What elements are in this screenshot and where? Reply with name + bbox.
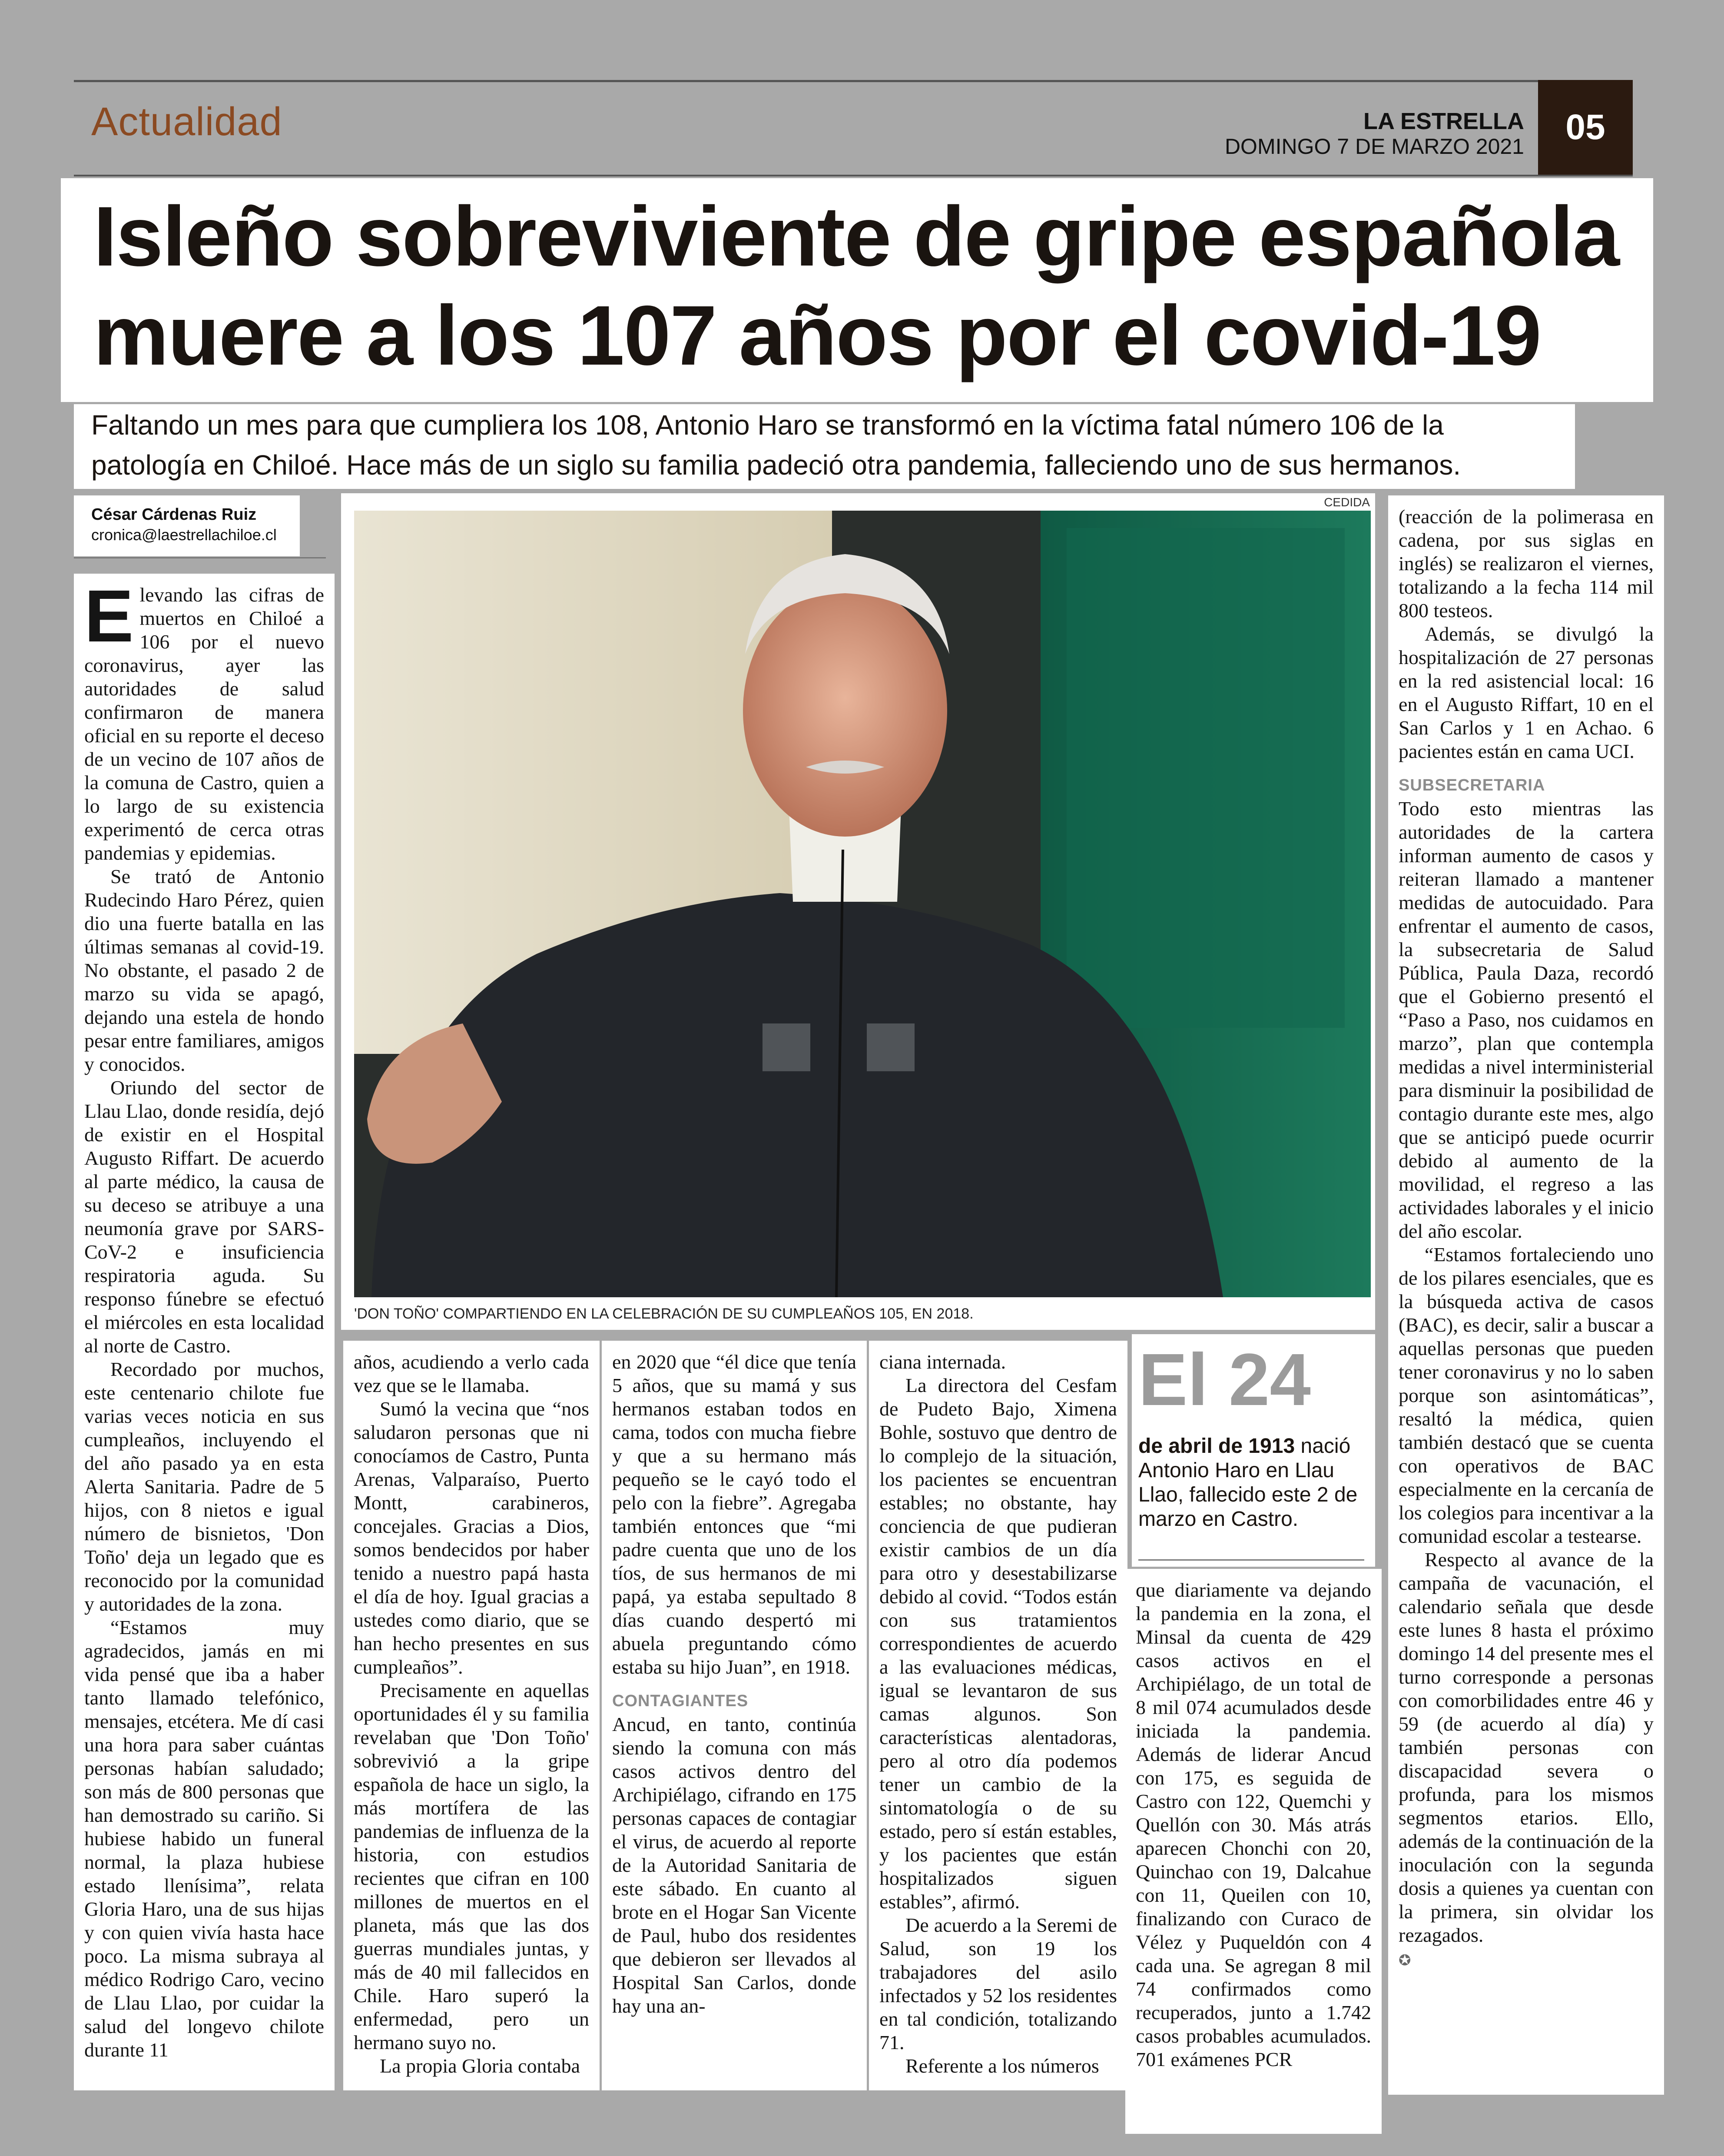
subheading-subsecretaria: SUBSECRETARIA: [1399, 776, 1545, 794]
paragraph: (reacción de la polimerasa en cadena, por sus siglas en inglés) se realizaron el viernes, totalizando a la fecha 114 mil 800 testeos.: [1399, 505, 1654, 621]
callout-rule: [1138, 1559, 1364, 1561]
paragraph: Sumó la vecina que “nos saludaron personas que ni conocíamos de Castro, Punta Arenas, Valparaíso, Puerto Montt, carabineros, concejales. Gracias a Dios, somos bendecidos por haber tenido a nuestro papá hasta el día de hoy. Igual gracias a ustedes como diario, que se han hecho presentes en sus cumpleaños”.: [354, 1398, 589, 1678]
column-4: [869, 1341, 1127, 2090]
paragraph: “Estamos muy agradecidos, jamás en mi vida pensé que iba a haber tanto llamado telefónico, mensajes, etcétera. Me dí casi una hora para saber cuántas personas habían saludado; son más de 800 personas que han demostrado su cariño. Si hubiese habido un funeral normal, la plaza hubiese estado llenísima”, relata Gloria Haro, una de sus hijas y con quien vivía hasta hace poco. La misma subraya al médico Rodrigo Caro, vecino de Llau Llao, por cuidar la salud del longevo chilote durante 11: [84, 1616, 324, 2061]
section-label: Actualidad: [91, 100, 282, 144]
subheading-contagiantes: CONTAGIANTES: [612, 1692, 749, 1710]
author-name: César Cárdenas Ruiz: [91, 505, 257, 524]
paragraph: en 2020 que “él dice que tenía 5 años, que su mamá y sus hermanos estaban todos en cama, todos con mucha fiebre y que a su hermano más pequeño se le cayó todo el pelo con la fiebre”. Agregaba también entonces que “mi padre cuenta que uno de los tíos, de sus hermanos de mi papá, ya estaba sepultado 8 días cuando despertó mi abuela preguntando cómo estaba su hijo Juan”, en 1918.: [612, 1351, 856, 1678]
byline-rule: [74, 557, 326, 558]
paragraph: Elevando las cifras de muertos en Chiloé a 106 por el nuevo coronavirus, ayer las autoridades de salud confirmaron de manera oficial en su reporte el deceso de un vecino de 107 años de la comuna de Castro, quien a lo largo de su existencia experimentó de cerca otras pandemias y epidemias.: [84, 575, 324, 864]
paragraph: Ancud, en tanto, continúa siendo la comuna con más casos activos dentro del Archipiélago, cifrando en 175 personas capaces de contagiar el virus, de acuerdo al reporte de la Autoridad Sanitaria de este sábado. En cuanto al brote en el Hogar San Vicente de Paul, hubo dos residentes que debieron ser llevados al Hospital San Carlos, donde hay una an-: [612, 1713, 856, 2017]
publication-name: LA ESTRELLA: [1363, 108, 1524, 134]
paragraph: que diariamente va dejando la pandemia en la zona, el Minsal da cuenta de 429 casos activos en el Archipiélago, de un total de 8 mil 074 acumulados desde iniciada la pandemia. Además de liderar Ancud con 175, es seguida de Castro con 122, Quemchi y Quellón con 30. Más atrás aparecen Chonchi con 20, Quinchao con 19, Dalcahue con 11, Queilen con 10, finalizando con Curaco de Vélez y Puqueldón con 4 cada una. Se agregan 8 mil 74 confirmados como recuperados, junto a 1.742 casos probables acumulados. 701 exámenes PCR: [1136, 1579, 1371, 2070]
paragraph: “Estamos fortaleciendo uno de los pilares esenciales, que es la búsqueda activa de casos (BAC), es decir, salir a buscar a aquellas personas que pueden tener coronavirus y no lo saben porque son asintomáticas”, resaltó la médica, quien también destacó que se cuenta con operativos de BAC especialmente en la cercanía de los colegios para incentivar a la comunidad escolar a testearse.: [1399, 1243, 1654, 1547]
paragraph: Referente a los números: [905, 2055, 1099, 2077]
header-rule: [74, 175, 1633, 176]
masthead: [1225, 109, 1524, 159]
author-email: cronica@laestrellachiloe.cl: [91, 526, 277, 544]
end-mark-icon: ✪: [1399, 1952, 1411, 1969]
top-rule: [74, 80, 1633, 82]
deck-line-1: Faltando un mes para que cumpliera los 108, Antonio Haro se transformó en la víctima fatal número 106 de la: [91, 409, 1444, 441]
paragraph: años, acudiendo a verlo cada vez que se le llamaba.: [354, 1351, 589, 1396]
deck-line-2: patología en Chiloé. Hace más de un siglo su familia padeció otra pandemia, falleciendo uno de sus hermanos.: [91, 449, 1461, 481]
photo-caption: 'DON TOÑO' COMPARTIENDO EN LA CELEBRACIÓN DE SU CUMPLEAÑOS 105, EN 2018.: [354, 1306, 974, 1322]
headline: [93, 187, 1640, 385]
column-2: [343, 1341, 600, 2090]
callout-number: El 24: [1138, 1339, 1311, 1421]
column-3: [602, 1341, 867, 2090]
paragraph: La propia Gloria contaba: [380, 2055, 580, 2077]
headline-line-1: Isleño sobreviviente de gripe española: [93, 189, 1619, 284]
byline: [91, 504, 277, 545]
paragraph: Todo esto mientras las autoridades de la cartera informan aumento de casos y reiteran llamado a mantener medidas de autocuidado. Para enfrentar el aumento de casos, la subsecretaria de Salud Pública, Paula Daza, recordó que el Gobierno presentó el “Paso a Paso, nos cuidamos en marzo”, plan que contempla medidas a nivel interministerial para disminuir la posibilidad de contagio durante este mes, algo que se anticipó puede ocurrir debido al aumento de la movilidad, el regreso a las actividades laborales y el inicio del año escolar.: [1399, 797, 1654, 1242]
paragraph: La directora del Cesfam de Pudeto Bajo, Ximena Bohle, sostuvo que dentro de lo complejo de la situación, los pacientes se encuentran estables; no obstante, hay conciencia de que pudieran existir cambios de un día para otro y desestabilizarse debido al covid. “Todos están con sus tratamientos correspondientes de acuerdo a las evaluaciones médicas, igual se levantaron de sus camas algunos. Son características alentadoras, pero al otro día podemos tener un cambio de la sintomatología o de su estado, pero sí están estables, y los pacientes que están hospitalizados siguen estables”, afirmó.: [879, 1374, 1117, 1913]
callout-bold: de abril de 1913: [1138, 1435, 1295, 1458]
column-5: [1125, 1569, 1382, 2134]
column-6: [1388, 495, 1664, 2095]
paragraph: Respecto al avance de la campaña de vacunación, el calendario señala que desde este lunes 8 hasta el próximo domingo 14 del presente mes el turno corresponde a personas con comorbilidades entre 46 y 59 (de acuerdo al día) y también personas con discapacidad severa o profunda, para los mismos segmentos etarios. Ello, además de la continuación de la inoculación con la segunda dosis a quienes ya cuentan con la primera, sin olvidar los rezagados.: [1399, 1548, 1654, 1946]
main-photo: [354, 511, 1371, 1297]
headline-line-2: muere a los 107 años por el covid-19: [93, 288, 1541, 383]
paragraph: Oriundo del sector de Llau Llao, donde residía, dejó de existir en el Hospital Augusto Riffart. De acuerdo al parte médico, la causa de su deceso se atribuye a una neumonía grave por SARS-CoV-2 e insuficiencia respiratoria aguda. Su responso fúnebre se efectuó el miércoles en esta localidad al norte de Castro.: [84, 1076, 324, 1357]
paragraph: De acuerdo a la Seremi de Salud, son 19 los trabajadores del asilo infectados y 52 los residentes en tal condición, totalizando 71.: [879, 1914, 1117, 2053]
callout-text: [1138, 1434, 1373, 1531]
deck: [91, 405, 1577, 485]
paragraph: Recordado por muchos, este centenario chilote fue varias veces noticia en sus cumpleaños, incluyendo el del año pasado ya en esta Alerta Sanitaria. Padre de 5 hijos, con 8 nietos e igual número de bisnietos, 'Don Toño' deja un legado que es reconocido por la comunidad y autoridades de la zona.: [84, 1358, 324, 1615]
column-1: [74, 574, 335, 2090]
photo-credit: CEDIDA: [1324, 495, 1370, 509]
paragraph: ciana internada.: [879, 1351, 1006, 1373]
photo-illustration: [354, 511, 1371, 1297]
page-number: 05: [1538, 80, 1633, 175]
paragraph: Precisamente en aquellas oportunidades él y su familia revelaban que 'Don Toño' sobrevivió a la gripe española de hace un siglo, la más mortífera de las pandemias de influenza de la historia, con estudios recientes que cifran en 100 millones de muertos en el planeta, más que las dos guerras mundiales juntas, y más de 40 mil fallecidos en Chile. Haro superó la enfermedad, pero un hermano suyo no.: [354, 1679, 589, 2053]
issue-date: DOMINGO 7 DE MARZO 2021: [1224, 134, 1524, 159]
paragraph: Además, se divulgó la hospitalización de 27 personas en la red asistencial local: 16 en el Augusto Riffart, 10 en el San Carlos y 1 en Achao. 6 pacientes están en cama UCI.: [1399, 623, 1654, 762]
paragraph: Se trató de Antonio Rudecindo Haro Pérez, quien dio una fuerte batalla en las últimas semanas al covid-19. No obstante, el pasado 2 de marzo su vida se apagó, dejando una estela de hondo pesar entre familiares, amigos y conocidos.: [84, 865, 324, 1075]
callout-body: nació Antonio Haro en Llau Llao, fallecido este 2 de marzo en Castro.: [1138, 1435, 1358, 1531]
